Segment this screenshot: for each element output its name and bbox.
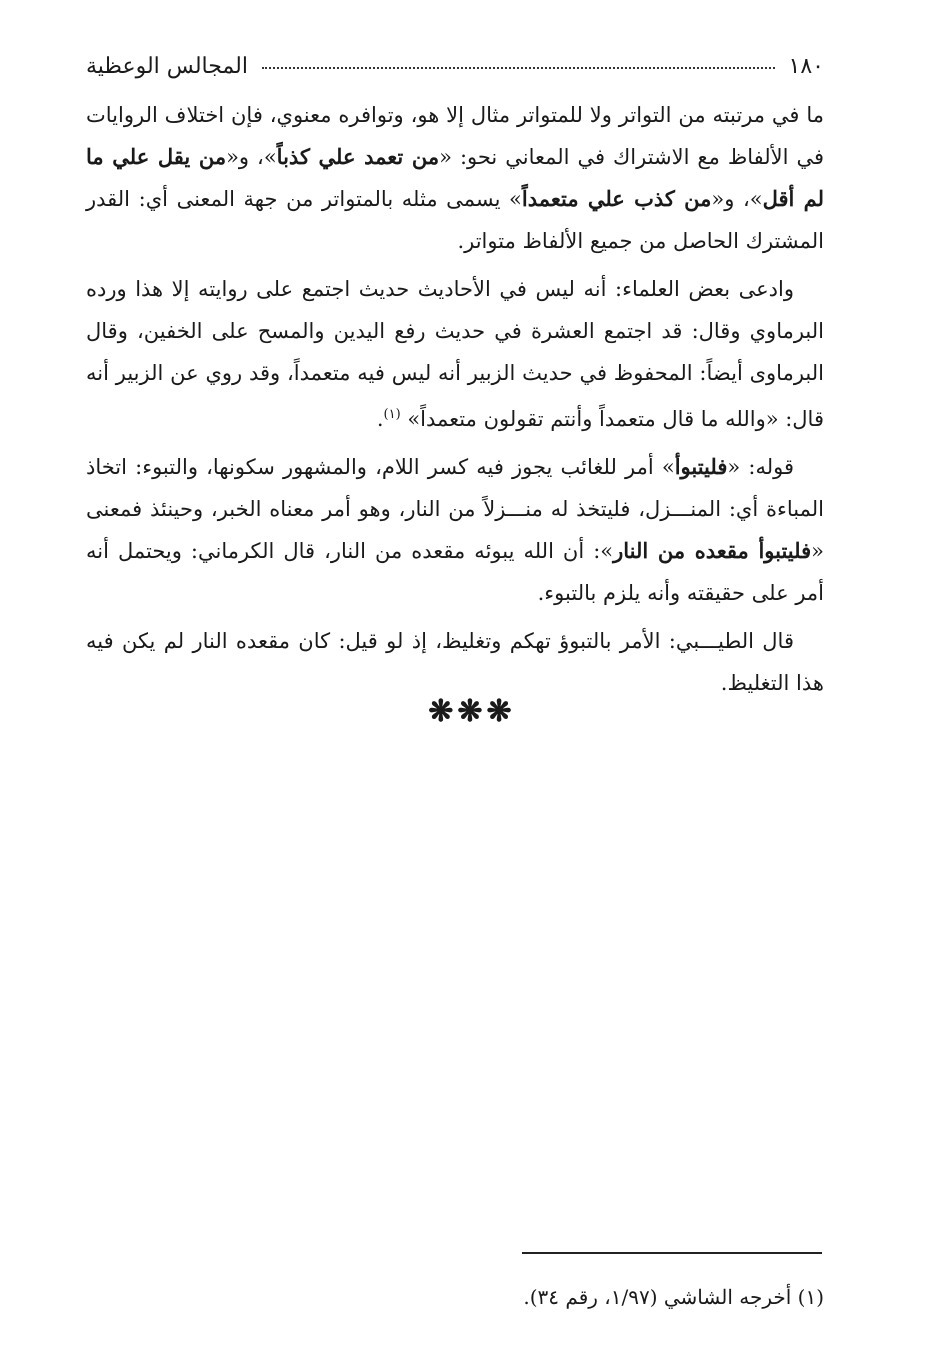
footnote-marker: (١) bbox=[383, 407, 401, 422]
text-segment: وادعى بعض العلماء: أنه ليس في الأحاديث حديث اجتمع على روايته إلا هذا ورده البرماوي وقال: قد اجتمع العشرة في حديث رفع اليدين والمسح على الخفين، وقال البرماوى أيضاً: المحفوظ في حديث الزبير أنه ليس فيه متعمداً، وقد روي عن الزبير أنه قال: «والله ما قال متعمداً وأنتم تقولون متعمداً» bbox=[86, 277, 824, 431]
footnote: (١) أخرجه الشاشي (١/٩٧، رقم ٣٤). bbox=[523, 1285, 824, 1309]
text-segment: »، و« bbox=[226, 145, 277, 169]
text-segment: ما في مرتبته من التواتر ولا للمتواتر مثال إلا هو، وتوافره معنوي، فإن اختلاف الروايات في الألفاظ مع الاشتراك في المعاني نحو: « bbox=[86, 103, 824, 169]
paragraph bbox=[86, 268, 824, 440]
main-text bbox=[86, 94, 824, 710]
hadith-quote: فليتبوأ مقعده من النار bbox=[613, 538, 812, 563]
text-segment: قوله: « bbox=[727, 455, 794, 479]
text-segment: . bbox=[376, 407, 384, 431]
text-segment: »، و« bbox=[711, 187, 763, 211]
hadith-quote: من تعمد علي كذباً bbox=[276, 144, 440, 169]
paragraph bbox=[86, 94, 824, 262]
text-segment: » أمر للغائب يجوز فيه كسر اللام، والمشهور سكونها، والتبوء: اتخاذ المباءة أي: المنـــزل، فليتخذ له منـــزلاً من النار، وهو أمر معناه الخبر، وحينئذ فمعنى « bbox=[86, 455, 824, 563]
footnote-divider bbox=[522, 1252, 822, 1254]
running-title: المجالس الوعظية bbox=[86, 53, 248, 79]
paragraph bbox=[86, 620, 824, 704]
hadith-quote: من كذب علي متعمداً bbox=[521, 186, 712, 211]
hadith-quote: فليتبوأ bbox=[674, 454, 728, 479]
page-header bbox=[86, 46, 824, 86]
text-segment: » يسمى مثله بالمتواتر من جهة المعنى أي: القدر المشترك الحاصل من جميع الألفاظ متواتر. bbox=[86, 187, 824, 253]
paragraph bbox=[86, 446, 824, 614]
text-segment: قال الطيـــبي: الأمر بالتبوؤ تهكم وتغليظ، إذ لو قيل: كان مقعده النار لم يكن فيه هذا التغليظ. bbox=[86, 629, 824, 695]
page-number: ١٨٠ bbox=[788, 53, 824, 79]
text-segment: »: أن الله يبوئه مقعده من النار، قال الكرماني: ويحتمل أنه أمر على حقيقته وأنه يلزم بالتبوء. bbox=[86, 539, 824, 605]
header-dotted-leader bbox=[262, 67, 775, 69]
hadith-quote: من يقل علي ما لم أقل bbox=[86, 144, 824, 211]
section-separator: ❋❋❋ bbox=[428, 694, 516, 729]
